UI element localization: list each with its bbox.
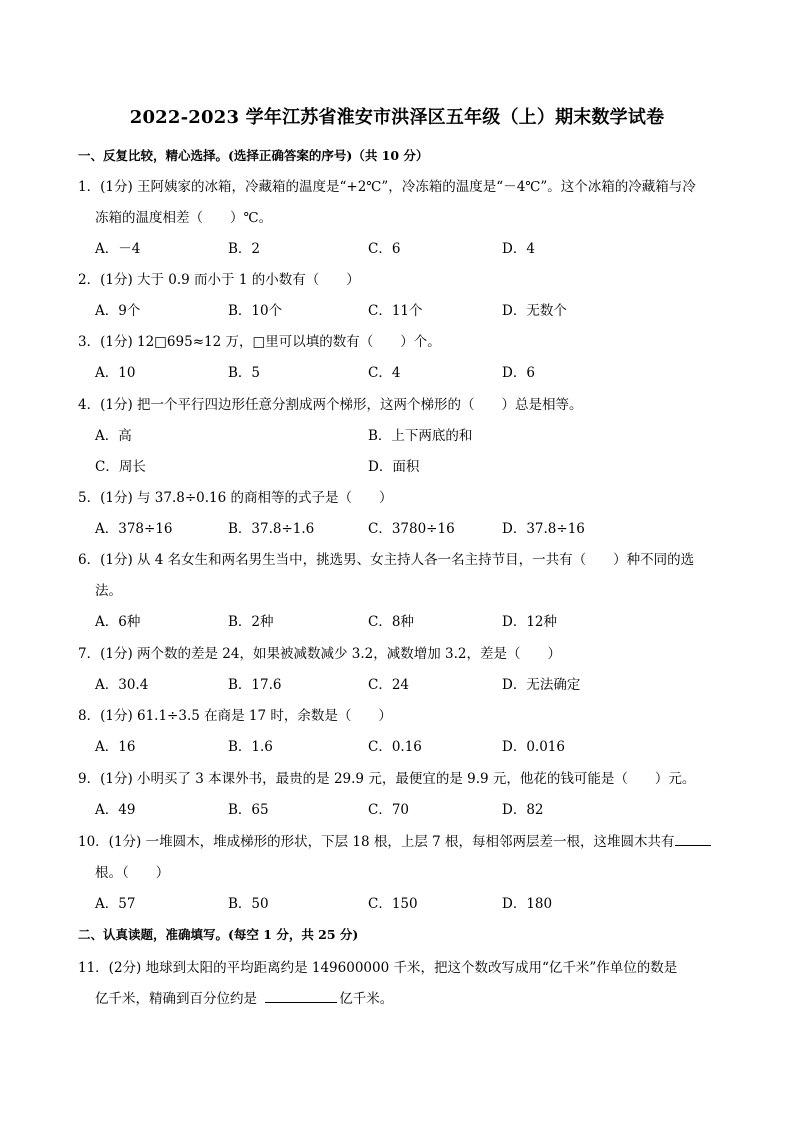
question-1-option-b: B．2 — [228, 241, 261, 257]
question-8-option-b: B．1.6 — [228, 739, 273, 755]
question-10-option-d: D．180 — [502, 896, 553, 912]
question-10-option-b: B．50 — [228, 896, 269, 912]
question-10-option-c: C．150 — [368, 896, 418, 912]
question-3-option-d: D．6 — [502, 365, 535, 381]
question-3-option-c: C．4 — [368, 365, 401, 381]
question-1-option-a: A．－4 — [95, 241, 141, 257]
question-2-text: 2．(1分) 大于 0.9 而小于 1 的小数有（ ） — [78, 272, 360, 288]
answer-blank[interactable] — [675, 833, 711, 846]
question-10-text-main: 10．(1分) 一堆圆木，堆成梯形的形状，下层 18 根，上层 7 根，每相邻两层差一根，这堆圆木共有 — [78, 834, 675, 850]
question-10-text — [78, 830, 711, 850]
question-5-option-b: B．37.8÷1.6 — [228, 521, 315, 537]
question-4-option-b: B．上下两底的和 — [368, 428, 473, 444]
question-4-text: 4．(1分) 把一个平行四边形任意分割成两个梯形，这两个梯形的（ ）总是相等。 — [78, 397, 583, 413]
question-11-text: 11．(2分) 地球到太阳的平均距离约是 149600000 千米，把这个数改写成用“亿千米”作单位的数是 — [78, 960, 678, 976]
question-5-option-c: C．3780÷16 — [368, 521, 455, 537]
question-1-option-c: C．6 — [368, 241, 401, 257]
question-7-text: 7．(1分) 两个数的差是 24，如果被减数减少 3.2，减数增加 3.2，差是（ ） — [78, 646, 561, 662]
question-4-option-d: D．面积 — [368, 459, 420, 475]
question-11-text-cont — [95, 987, 393, 1007]
question-2-option-b: B．10个 — [228, 303, 283, 319]
question-2-option-a: A．9个 — [95, 303, 141, 319]
question-3-text: 3．(1分) 12□695≈12 万，□里可以填的数有（ ）个。 — [78, 334, 441, 350]
section-heading-fill: 二、认真读题，准确填写。(每空 1 分，共 25 分) — [78, 927, 359, 942]
question-2-option-c: C．11个 — [368, 303, 423, 319]
question-5-option-a: A．378÷16 — [95, 521, 173, 537]
question-5-option-d: D．37.8÷16 — [502, 521, 585, 537]
question-7-option-d: D．无法确定 — [502, 677, 581, 693]
question-6-option-a: A．6种 — [95, 614, 141, 630]
question-8-option-a: A．16 — [95, 739, 136, 755]
question-4-option-c: C．周长 — [95, 459, 146, 475]
question-9-option-c: C．70 — [368, 802, 410, 818]
question-11-text-part-a: 亿千米，精确到百分位约是 — [95, 991, 257, 1007]
question-6-option-d: D．12种 — [502, 614, 558, 630]
question-7-option-a: A．30.4 — [95, 677, 149, 693]
question-6-text: 6．(1分) 从 4 名女生和两名男生当中，挑选男、女主持人各一名主持节目，一共有（ ）种不同的选 — [78, 552, 695, 568]
question-1-text: 1．(1分) 王阿姨家的冰箱，冷藏箱的温度是“+2℃”，冷冻箱的温度是“－4℃”。这个冰箱的冷藏箱与冷 — [78, 179, 696, 195]
question-9-option-d: D．82 — [502, 802, 544, 818]
question-10-option-a: A．57 — [95, 896, 136, 912]
question-6-text-cont: 法。 — [95, 583, 122, 599]
question-4-option-a: A．高 — [95, 428, 132, 444]
question-7-option-c: C．24 — [368, 677, 410, 693]
question-1-text-cont: 冻箱的温度相差（ ）℃。 — [95, 210, 273, 226]
question-3-option-b: B．5 — [228, 365, 261, 381]
page-title: 2022-2023 学年江苏省淮安市洪泽区五年级（上）期末数学试卷 — [129, 107, 665, 128]
question-7-option-b: B．17.6 — [228, 677, 282, 693]
question-6-option-b: B．2种 — [228, 614, 274, 630]
question-10-text-cont: 根。（ ） — [95, 865, 170, 881]
section-heading-choice: 一、反复比较，精心选择。(选择正确答案的序号)（共 10 分） — [78, 148, 429, 163]
question-6-option-c: C．8种 — [368, 614, 414, 630]
question-3-option-a: A．10 — [95, 365, 136, 381]
question-5-text: 5．(1分) 与 37.8÷0.16 的商相等的式子是（ ） — [78, 490, 393, 506]
question-2-option-d: D．无数个 — [502, 303, 567, 319]
question-9-option-b: B．65 — [228, 802, 269, 818]
question-1-option-d: D．4 — [502, 241, 535, 257]
question-9-text: 9．(1分) 小明买了 3 本课外书，最贵的是 29.9 元，最便宜的是 9.9 元，他花的钱可能是（ ）元。 — [78, 771, 696, 787]
question-11-text-part-b: 亿千米。 — [339, 991, 394, 1007]
question-8-text: 8．(1分) 61.1÷3.5 在商是 17 时，余数是（ ） — [78, 708, 392, 724]
question-8-option-c: C．0.16 — [368, 739, 422, 755]
answer-blank[interactable] — [265, 990, 337, 1003]
question-9-option-a: A．49 — [95, 802, 136, 818]
question-8-option-d: D．0.016 — [502, 739, 565, 755]
